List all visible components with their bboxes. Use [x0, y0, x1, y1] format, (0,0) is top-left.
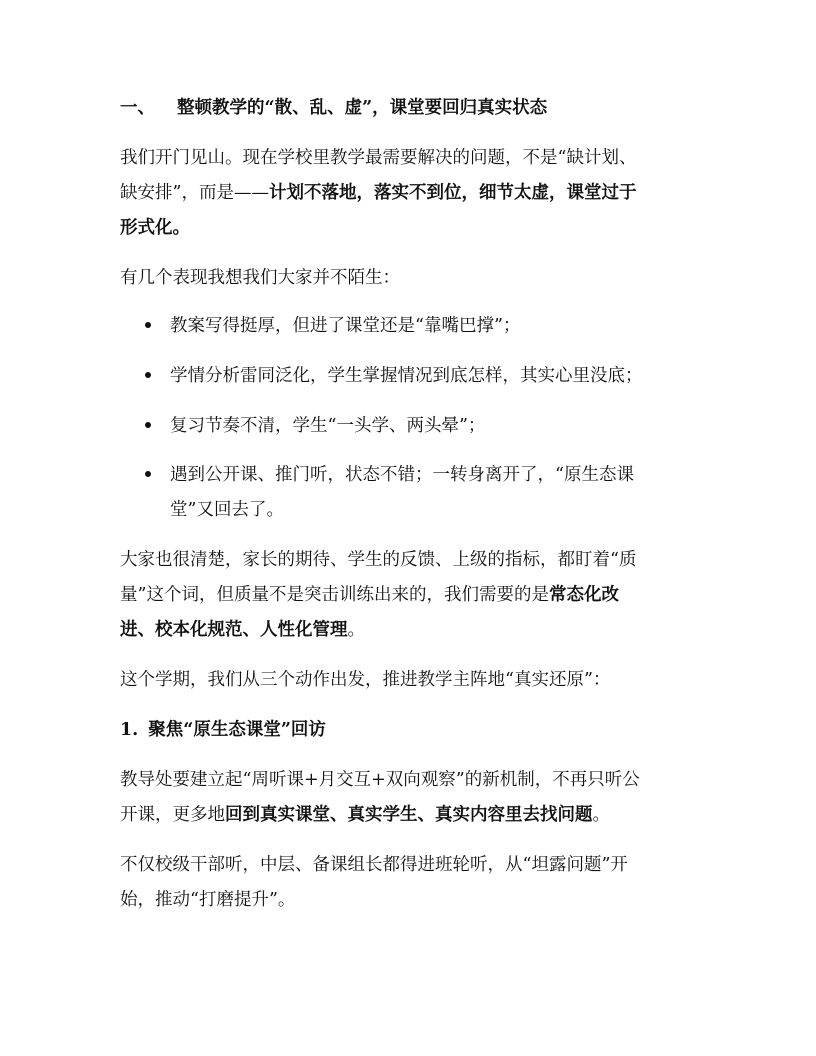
- paragraph-line: 这个学期，我们从三个动作出发，推进教学主阵地“真实还原”：: [120, 670, 611, 690]
- paragraph-line: 教导处要建立起“周听课+月交互+双向观察”的新机制，不再只听公: [120, 770, 640, 790]
- bullet-icon: [145, 322, 151, 328]
- emphasis-text: 形式化。: [120, 218, 190, 238]
- paragraph-line: [120, 804, 610, 826]
- list-item-continuation: 堂”又回去了。: [170, 500, 284, 520]
- list-item: 复习节奏不清，学生“一头学、两头晕”；: [170, 416, 486, 436]
- emphasis-text: 常态化改: [548, 585, 619, 605]
- list-item: 教案写得挺厚，但进了课堂还是“靠嘴巴撑”；: [170, 316, 521, 336]
- subsection-title: 聚焦“原生态课堂”回访: [148, 720, 326, 740]
- paragraph-line: 有几个表现我想我们大家并不陌生：: [120, 268, 400, 288]
- text-run: 缺安排”，而是——: [120, 183, 269, 203]
- paragraph-line: [120, 584, 619, 606]
- section-heading: [120, 97, 547, 119]
- bullet-icon: [145, 471, 151, 477]
- paragraph-line: [120, 619, 365, 641]
- text-run: 。: [592, 805, 610, 825]
- emphasis-text: 进、校本化规范、人性化管理: [120, 620, 348, 640]
- list-item: 遇到公开课、推门听，状态不错；一转身离开了，“原生态课: [170, 465, 634, 485]
- section-title: 整顿教学的“散、乱、虚”，课堂要回归真实状态: [177, 98, 548, 118]
- paragraph-line: [120, 182, 636, 204]
- paragraph-line: 大家也很清楚，家长的期待、学生的反馈、上级的指标，都盯着“质: [120, 550, 637, 570]
- paragraph-line: 不仅校级干部听，中层、备课组长都得进班轮听，从“坦露问题”开: [120, 855, 628, 875]
- subsection-number: 1.: [120, 720, 139, 740]
- bullet-icon: [145, 422, 151, 428]
- text-run: 开课，更多地: [120, 805, 225, 825]
- section-number: 一、: [120, 98, 155, 118]
- bullet-icon: [145, 372, 151, 378]
- emphasis-text: 回到真实课堂、真实学生、真实内容里去找问题: [225, 805, 593, 825]
- paragraph-line: 始，推动“打磨提升”。: [120, 890, 296, 910]
- list-item: 学情分析雷同泛化，学生掌握情况到底怎样，其实心里没底；: [170, 366, 643, 386]
- paragraph-line: 我们开门见山。现在学校里教学最需要解决的问题，不是“缺计划、: [120, 148, 637, 168]
- subsection-heading: [120, 719, 326, 741]
- text-run: 。: [347, 620, 365, 640]
- text-run: 量”这个词，但质量不是突击训练出来的，我们需要的是: [120, 585, 549, 605]
- emphasis-text: 计划不落地，落实不到位，细节太虚，课堂过于: [268, 183, 637, 203]
